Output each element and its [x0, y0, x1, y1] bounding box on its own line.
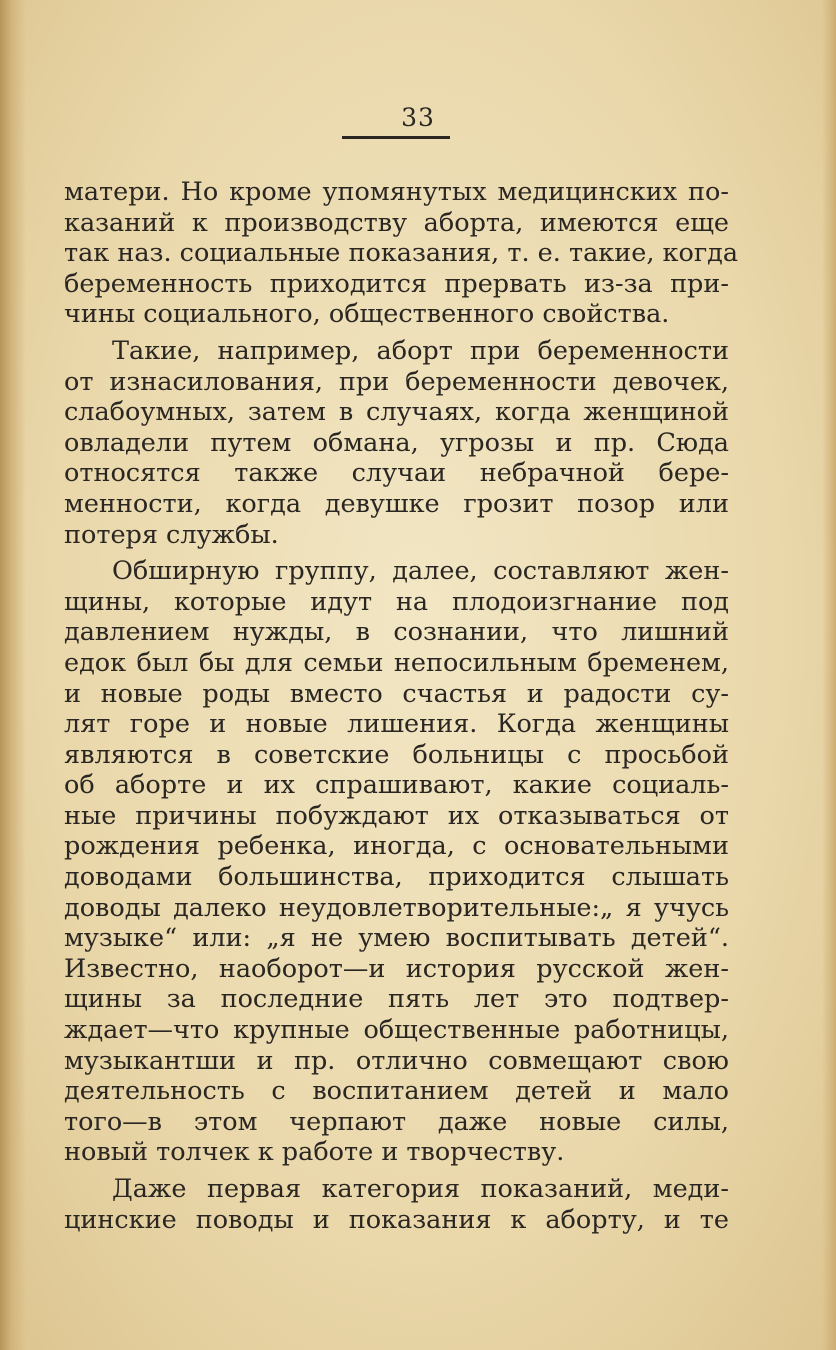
- page-number: 33: [401, 103, 435, 132]
- text-line: лят горе и новые лишения. Когда женщины: [64, 709, 729, 740]
- paragraph: [64, 1174, 729, 1235]
- text-line: Такие, например, аборт при беременности: [112, 335, 729, 366]
- text-line: так наз. социальные показания, т. е. такие, когда: [64, 238, 739, 269]
- text-line: деятельность с воспитанием детей и мало: [64, 1076, 729, 1107]
- text-line: новый толчек к работе и творчеству.: [64, 1137, 565, 1168]
- paragraph: [64, 556, 729, 1168]
- text-line: об аборте и их спрашивают, какие социаль-: [64, 770, 729, 801]
- text-line: щины за последние пять лет это подтвер-: [64, 984, 729, 1015]
- text-line: цинские поводы и показания к аборту, и те: [64, 1204, 729, 1235]
- text-line: давлением нужды, в сознании, что лишний: [64, 617, 729, 648]
- text-line: потеря службы.: [64, 519, 279, 550]
- text-line: казаний к производству аборта, имеются еще: [64, 207, 729, 238]
- text-line: слабоумных, затем в случаях, когда женщиной: [64, 397, 729, 428]
- text-line: рождения ребенка, иногда, с основательными: [64, 831, 729, 862]
- text-line: матери. Но кроме упомянутых медицинских по-: [64, 177, 729, 207]
- text-line: являются в советские больницы с просьбой: [64, 739, 729, 770]
- text-line: Известно, наоборот—и история русской жен-: [64, 953, 729, 984]
- text-line: от изнасилования, при беременности девочек,: [64, 366, 729, 397]
- page-left-edge: [0, 0, 26, 1350]
- page-right-edge: [822, 0, 836, 1350]
- text-line: менности, когда девушке грозит позор или: [64, 488, 729, 519]
- text-line: беременность приходится прервать из-за при-: [64, 268, 729, 299]
- text-line: щины, которые идут на плодоизгнание под: [64, 586, 729, 617]
- text-line: ные причины побуждают их отказываться от: [64, 800, 729, 831]
- text-line: ждает—что крупные общественные работницы,: [64, 1015, 729, 1046]
- text-line: того—в этом черпают даже новые силы,: [64, 1106, 729, 1137]
- text-line: доводы далеко неудовлетворительные:„ я учусь: [64, 892, 729, 923]
- text-line: овладели путем обмана, угрозы и пр. Сюда: [64, 427, 729, 458]
- text-line: и новые роды вместо счастья и радости су-: [64, 678, 729, 709]
- text-line: Даже первая категория показаний, меди-: [112, 1174, 729, 1204]
- body-text: [64, 177, 739, 1235]
- text-line: чины социального, общественного свойства.: [64, 299, 670, 330]
- paragraph: [64, 336, 729, 550]
- header-rule: [342, 136, 450, 139]
- text-line: Обширную группу, далее, составляют жен-: [112, 556, 729, 587]
- text-line: музыке“ или: „я не умею воспитывать детей“.: [64, 923, 729, 954]
- text-line: едок был бы для семьи непосильным бременем,: [64, 647, 729, 678]
- text-line: относятся также случаи небрачной бере-: [64, 458, 729, 489]
- text-line: доводами большинства, приходится слышать: [64, 862, 729, 893]
- paragraph: [64, 177, 739, 330]
- text-line: музыкантши и пр. отлично совмещают свою: [64, 1045, 729, 1076]
